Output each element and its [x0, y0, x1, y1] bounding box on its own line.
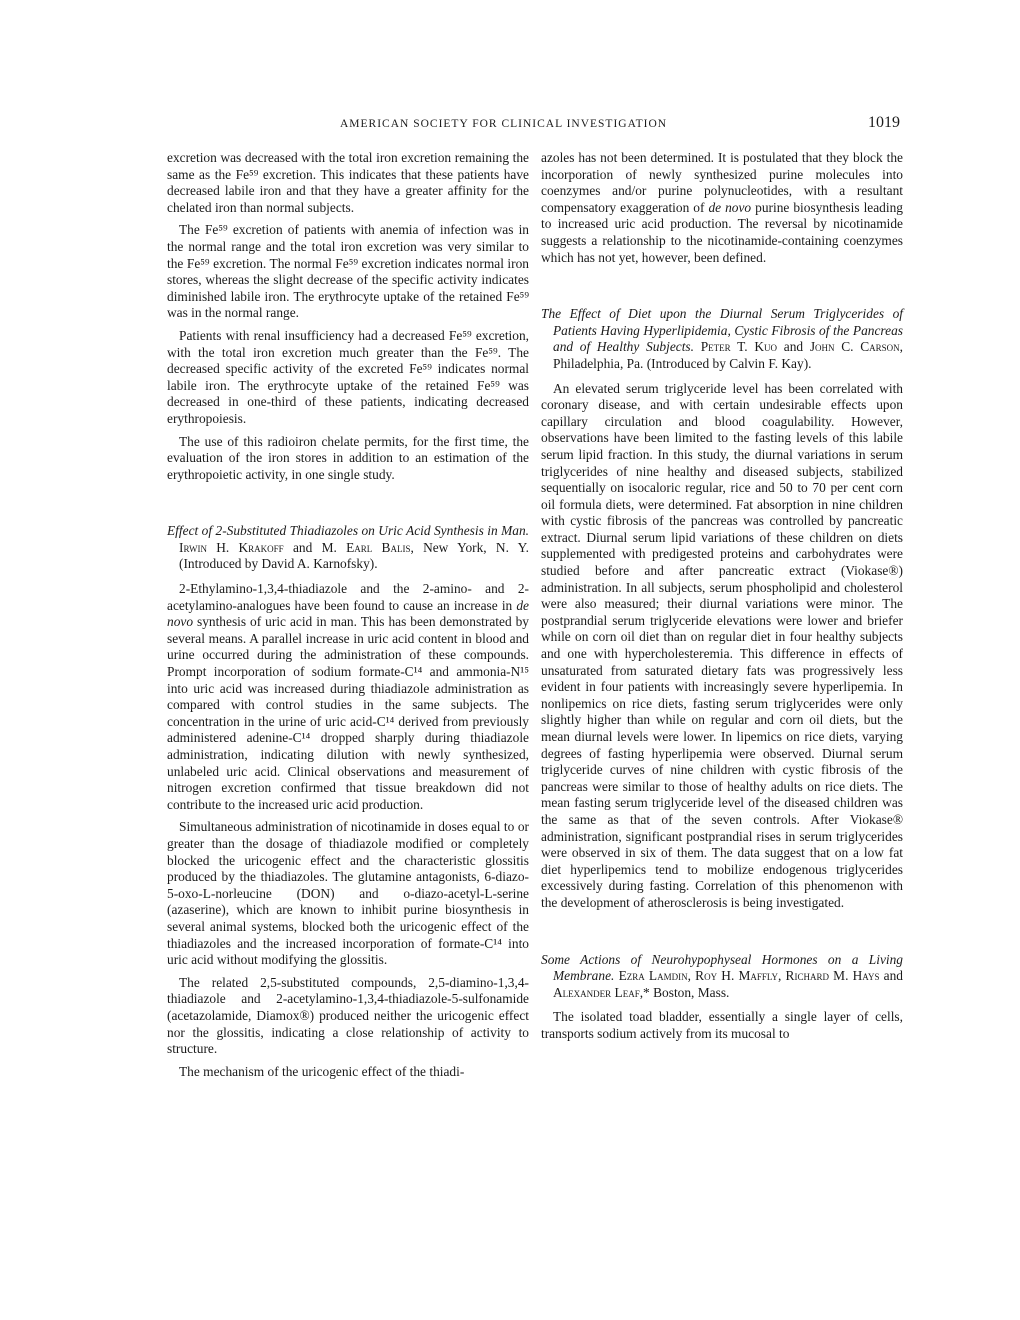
abstract-heading [167, 523, 529, 573]
abstract-title: Effect of 2-Substituted Thiadiazoles on Uric Acid Synthesis in Man. [167, 523, 529, 539]
text: synthesis of uric acid in man. This has been demonstrated by several means. A parallel increase in uric acid content in blood and urine occurred during the administration of these compounds. Prompt incorporation of sodium formate-C¹⁴ and ammonia-N¹⁵ into uric acid was increased during thiadiazole administration as compared with control studies in the same subjects. The concentration in the urine of uric acid-C¹⁴ derived from previously administered adenine-C¹⁴ dropped sharply during thiadiazole administration, indicating dilution with newly synthesized, unlabeled uric acid. Clinical observations and measurement of nitrogen excretion confirmed that tissue breakdown did not contribute to the increased uric acid production. [167, 614, 529, 812]
abstract-heading [541, 306, 903, 372]
conjunction: and [783, 339, 804, 355]
left-column [167, 150, 529, 1086]
italic-text: de novo [167, 597, 529, 630]
paragraph: The Fe⁵⁹ excretion of patients with anemia of infection was in the normal range and the total iron excretion was very similar to the Fe⁵⁹ excretion. The normal Fe⁵⁹ excretion indicates normal iron stores, whereas the slight decrease of the specific activity indicates diminished labile iron. The erythrocyte uptake of the retained Fe⁵⁹ was in the normal range. [167, 222, 529, 321]
author: Ezra Lamdin, Roy H. Maffly, Richard M. Hays [618, 968, 880, 984]
conjunction: and [883, 968, 903, 984]
text: 2-Ethylamino-1,3,4-thiadiazole and the 2-amino- and 2-acetylamino-analogues have been found to cause an increase in [167, 581, 529, 613]
paragraph: The use of this radioiron chelate permits, for the first time, the evaluation of the iron stores in addition to an estimation of the erythropoietic activity, in one single study. [167, 433, 529, 482]
paragraph [167, 581, 529, 813]
abstract-title: Some Actions of Neurohypophyseal Hormones on a Living Membrane. [541, 951, 903, 984]
affiliation: Philadelphia, Pa. (Introduced by Calvin F. Kay). [553, 355, 812, 371]
paragraph: excretion was decreased with the total iron excretion remaining the same as the Fe⁵⁹ excretion. This indicates that these patients have decreased labile iron and that they have a greater affinity for the chelated iron than normal subjects. [167, 150, 529, 215]
paragraph: The isolated toad bladder, essentially a single layer of cells, transports sodium actively from its mucosal to [541, 1009, 903, 1041]
paragraph: An elevated serum triglyceride level has been correlated with coronary disease, and with certain undesirable effects upon capillary circulation and blood coagulability. However, observations have been limited to the fasting levels of this labile serum lipid fraction. In this study, the diurnal variations in serum triglycerides of nine healthy and diseased subjects, stabilized sequentially on isocaloric regular, rice and 50 to 70 per cent corn oil formula diets, were determined. Fat absorption in nine children with cystic fibrosis of the pancreas was controlled by pancreatic extract. Diurnal serum lipid variations of these children on diets supplemented with predigested proteins and carbohydrates were studied before and after pancreatic extract (Viokase®) administration. In all subjects, serum phospholipid and cholesterol were also measured; their diurnal variations were minor. The postprandial serum triglyceride elevations were lower and briefer while on corn oil diet than on regular diet in four healthy subjects and one with hypercholesteremia. This difference in effects of unsaturated from saturated dietary fats was progressively less evident in four patients with increasingly severe hyperlipemia. In nonlipemics on rice diets, fasting serum triglycerides were only slightly higher than while on regular and corn oil diets, but the mean diurnal levels were lower. In lipemics on rice diets, varying degrees of fasting hyperlipemia were observed. Diurnal serum triglyceride curves of nine children with cystic fibrosis of the pancreas were similar to those of healthy adults on rice diets. The mean fasting serum triglyceride level of the diseased children was the same as that of the seven controls. After Viokase® administration, significant postprandial rises in serum triglycerides were observed in six of them. The data suggest that on a low fat diet hyperlipemics tend to mobilize endogenous triglycerides excessively during fasting. Correlation of this phenomenon with the development of atherosclerosis is being investigated. [541, 380, 903, 910]
author: M. Earl Balis, [321, 539, 414, 555]
running-header: AMERICAN SOCIETY FOR CLINICAL INVESTIGATION [340, 118, 668, 130]
italic-text: de novo [708, 199, 752, 215]
abstract-heading [541, 952, 903, 1002]
author: Alexander Leaf,* [553, 984, 650, 1000]
conjunction: and [292, 539, 313, 555]
paragraph: The related 2,5-substituted compounds, 2,5-diamino-1,3,4-thiadiazole and 2-acetylamino-1,3,4-thiadiazole-5-sulfonamide (acetazolamide, Diamox®) produced neither the uricogenic effect nor the glossitis, indicating a close relationship of activity to structure. [167, 974, 529, 1057]
author: Irwin H. Krakoff [179, 539, 284, 555]
page-number: 1019 [868, 114, 900, 131]
paragraph [541, 150, 903, 266]
paragraph: The mechanism of the uricogenic effect of the thiadi- [179, 1063, 465, 1079]
right-column [541, 150, 903, 1049]
author: John C. Carson, [809, 339, 903, 355]
text: azoles has not been determined. It is postulated that they block the incorporation of newly synthesized purine molecules into coenzymes and/or purine polynucleotides, with a resultant compensatory exaggeration of [541, 150, 903, 215]
author: Peter T. Kuo [700, 339, 778, 355]
affiliation: Boston, Mass. [653, 984, 730, 1000]
affiliation: New York, N. Y. (Introduced by David A. Karnofsky). [179, 539, 529, 572]
abstract-title: The Effect of Diet upon the Diurnal Serum Triglycerides of Patients Having Hyperlipidemia, Cystic Fibrosis of the Pancreas and of Healthy Subjects. [541, 306, 903, 355]
text: purine biosynthesis leading to increased uric acid production. The reversal by nicotinamide suggests a relationship to the nicotinamide-containing coenzymes which has not yet, however, been defined. [541, 199, 903, 265]
paragraph: Simultaneous administration of nicotinamide in doses equal to or greater than the dosage of thiadiazole modified or completely blocked the uricogenic effect and the characteristic glossitis produced by the thiadiazoles. The glutamine antagonists, 6-diazo-5-oxo-L-norleucine (DON) and o-diazo-acetyl-L-serine (azaserine), which are known to inhibit purine biosynthesis in several animal systems, blocked both the uricogenic effect of the thiadiazoles and the increased incorporation of formate-C¹⁴ into uric acid without modifying the glossitis. [167, 819, 529, 968]
paragraph: Patients with renal insufficiency had a decreased Fe⁵⁹ excretion, with the total iron excretion much greater than the Fe⁵⁹. The decreased specific activity of the excreted Fe⁵⁹ indicates normal labile iron. The erythrocyte uptake of the retained Fe⁵⁹ was decreased in one-third of these patients, indicating decreased erythropoiesis. [167, 327, 529, 426]
